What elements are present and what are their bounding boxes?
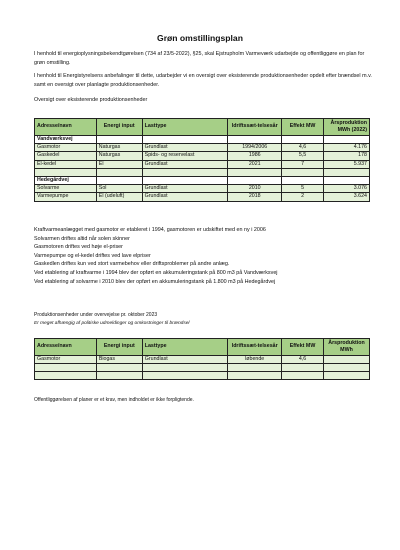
table-row — [35, 356, 370, 364]
cell: 4.176 — [324, 144, 370, 152]
note-line: Gasmotoren driftes ved høje el-priser — [34, 244, 123, 251]
section-row-vandvaerksvej — [35, 136, 370, 144]
table-row-empty — [35, 168, 370, 176]
intro-paragraph-2: I henhold til Energistyrelsens anbefalinger til dette, udarbejder vi en oversigt over eksisterende produktionsenheder opdelt efter brændsel m.v. samt en oversigt over planlagte produktionsenheder. — [34, 73, 372, 88]
col-header-year: Idriftssæt-telsesår — [228, 339, 282, 356]
cell: 3.624 — [324, 193, 370, 201]
note-line: Kraftvarmeanlægget med gasmotor er etableret i 1994, gasmotoren er udskiftet med en ny i 2006 — [34, 227, 266, 233]
cell: Gasmotor — [35, 144, 97, 152]
cell: 2 — [282, 193, 324, 201]
cell: 5 — [282, 185, 324, 193]
col-header-name: Adresse/navn — [35, 119, 97, 136]
cell: Gaskedel — [35, 152, 97, 160]
note-line: Gaskedlen driftes kun ved stort varmebehov eller driftsproblemer på andre anlæg. — [34, 261, 230, 268]
cell: 2021 — [228, 160, 282, 168]
note-line: Ved etablering af kraftvarme i 1994 blev der opført en akkumuleringstank på 800 m3 på Vandværksvej — [34, 269, 278, 276]
cell: 3.076 — [324, 185, 370, 193]
cell: Naturgas — [96, 144, 142, 152]
cell: Grundlast — [142, 193, 228, 201]
cell: Biogas — [96, 356, 142, 364]
cell: El (udeluft) — [96, 193, 142, 201]
cell: 5.937 — [324, 160, 370, 168]
table-header-row — [35, 339, 370, 356]
section-name: Hedegårdvej — [35, 176, 97, 184]
col-header-production: Årsproduktion MWh — [324, 339, 370, 356]
cell: Grundlast — [142, 144, 228, 152]
cell: 178 — [324, 152, 370, 160]
col-header-effect: Effekt MW — [282, 119, 324, 136]
cell: 1986 — [228, 152, 282, 160]
existing-units-table — [34, 118, 370, 202]
cell: 1994/2006 — [228, 144, 282, 152]
cell: Varmepumpe — [35, 193, 97, 201]
cell: El-kedel — [35, 160, 97, 168]
cell: Grundlast — [142, 356, 228, 364]
table-row-empty — [35, 372, 370, 380]
cell: 5,5 — [282, 152, 324, 160]
cell: løbende — [228, 356, 282, 364]
table-row — [35, 152, 370, 160]
notes-block — [34, 226, 374, 286]
cell: Grundlast — [142, 185, 228, 193]
table-row — [35, 193, 370, 201]
cell: 4,6 — [282, 144, 324, 152]
page-title: Grøn omstillingsplan — [157, 33, 243, 43]
table-row — [35, 144, 370, 152]
footer-note: Offentliggørelsen af planer er et krav, men indholdet er ikke forpligtende. — [34, 397, 194, 403]
col-header-name: Adresse/navn — [35, 339, 97, 356]
note-line: Varmepumpe og el-kedel driftes ved lave elpriser — [34, 252, 151, 259]
col-header-effect: Effekt MW — [282, 339, 324, 356]
cell: El — [96, 160, 142, 168]
table-row-empty — [35, 364, 370, 372]
col-header-year: Idriftssæt-telsesår — [228, 119, 282, 136]
cell: Gasmotor — [35, 356, 97, 364]
col-header-input: Energi input — [96, 339, 142, 356]
cell: Naturgas — [96, 152, 142, 160]
table-row — [35, 160, 370, 168]
col-header-load: Lasttype — [142, 339, 228, 356]
section-name: Vandværksvej — [35, 136, 97, 144]
note-line: Ved etablering af solvarme i 2010 blev der opført en akkumuleringstank på 1.800 m3 på Hedegårdvej — [34, 278, 276, 285]
table-header-row — [35, 119, 370, 136]
cell: Spids- og reservelast — [142, 152, 228, 160]
cell — [324, 356, 370, 364]
section-row-hedegaardvej — [35, 176, 370, 184]
cell: 2010 — [228, 185, 282, 193]
planned-subheading: Er meget afhængig af politiske udmeldinger og omkostninger til brændsel — [34, 321, 190, 326]
col-header-input: Energi input — [96, 119, 142, 136]
intro-paragraph-1: I henhold til energioplysningsbekendtgørelsen (734 af 23/5-2022), §25, skal Ejstrupholm Varmeværk udarbejde og offentliggøre en plan for grøn omstilling. — [34, 51, 365, 66]
table-row — [35, 185, 370, 193]
existing-heading: Oversigt over eksisterende produktionsenheder — [34, 97, 148, 103]
planned-units-table — [34, 338, 370, 380]
cell: Solvarme — [35, 185, 97, 193]
cell: 4,6 — [282, 356, 324, 364]
planned-heading: Produktionsenheder under overvejelse pr. oktober 2023 — [34, 312, 158, 318]
col-header-production: Årsproduktion MWh (2022) — [324, 119, 370, 136]
col-header-load: Lasttype — [142, 119, 228, 136]
cell: Grundlast — [142, 160, 228, 168]
cell: 7 — [282, 160, 324, 168]
cell: 2018 — [228, 193, 282, 201]
note-line: Solvarmen driftes altid når solen skinner — [34, 235, 130, 242]
cell: Sol — [96, 185, 142, 193]
